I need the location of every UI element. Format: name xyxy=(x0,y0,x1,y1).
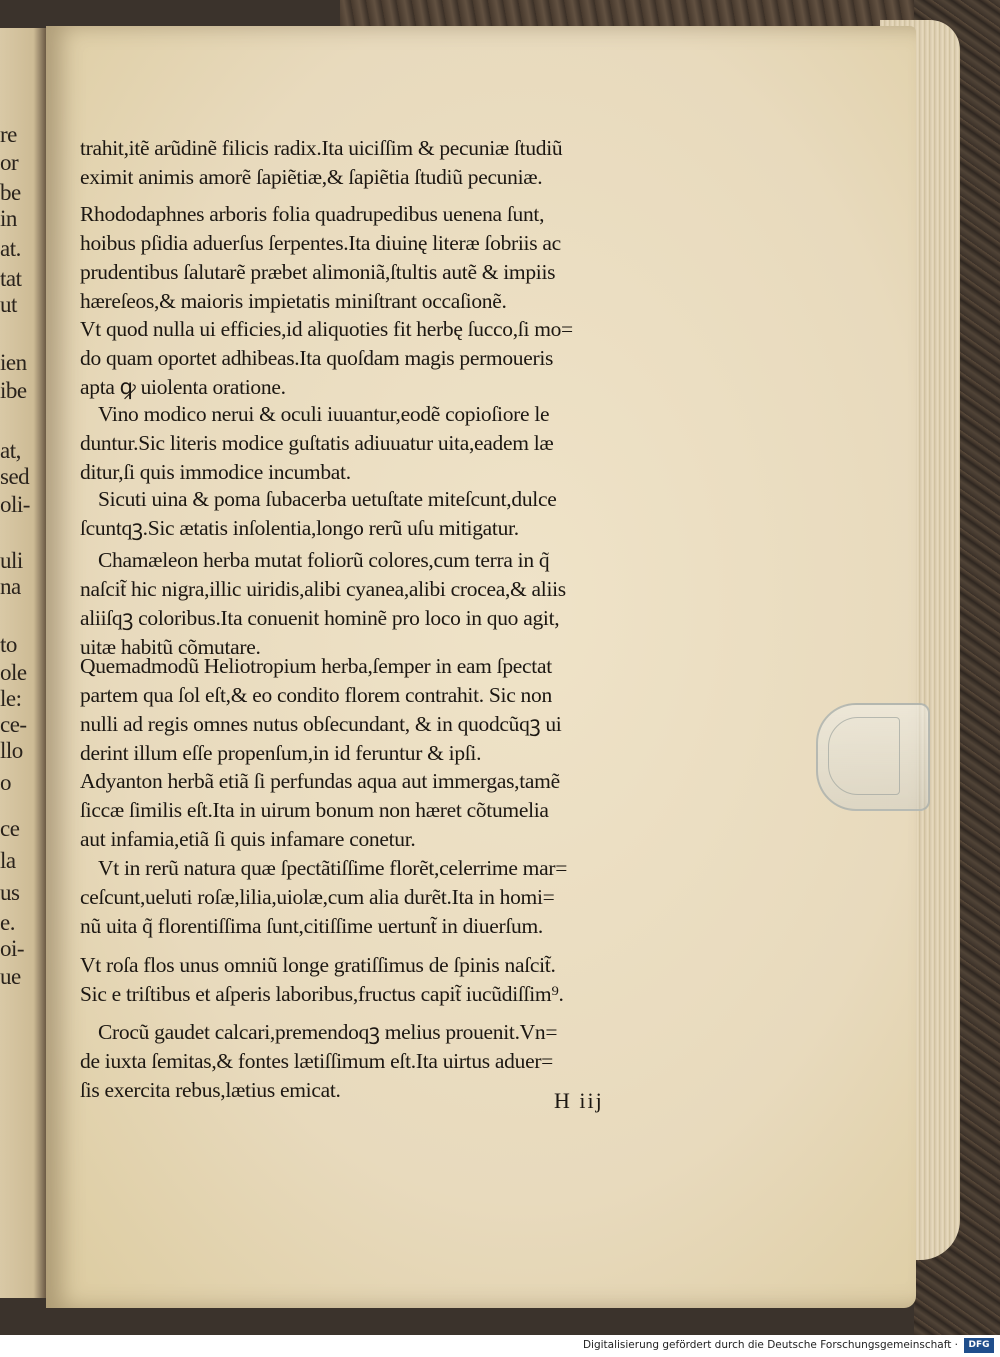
text-line: nũ uita q̃ florentiſſima ſunt,citiſſime uertunt̃ in diuerſum. xyxy=(80,914,543,938)
text-line: uitæ habitũ cõmutare. xyxy=(80,635,261,659)
text-line: Vt roſa flos unus omniũ longe gratiſſimus de ſpinis naſcit̃. xyxy=(80,953,556,977)
facing-page-fragment: ibe xyxy=(0,378,27,403)
facing-page-edge xyxy=(0,28,48,1298)
text-line: aliiſqꝫ coloribus.Ita conuenit hominẽ pro loco in quo agit, xyxy=(80,606,560,630)
facing-page-fragment: re xyxy=(0,122,17,147)
facing-page-fragment: o xyxy=(0,770,11,795)
text-line: ceſcunt,ueluti roſæ,lilia,uiolæ,cum alia durẽt.Ita in homi= xyxy=(80,885,555,909)
book-page xyxy=(46,26,916,1308)
facing-page-fragment: at. xyxy=(0,236,21,261)
text-line: de iuxta ſemitas,& fontes lætiſſimum eſt.Ita uirtus aduer= xyxy=(80,1049,554,1073)
paragraph xyxy=(80,854,710,941)
page-holder-clip xyxy=(816,703,930,811)
paragraph xyxy=(80,315,710,402)
text-line: aut infamia,etiã ſi quis infamare conetur. xyxy=(80,827,416,851)
facing-page-fragment: llo xyxy=(0,738,23,763)
text-line: Vt quod nulla ui efficies,id aliquoties fit herbę ſucco,ſi mo= xyxy=(80,317,573,341)
paragraph xyxy=(80,1018,710,1105)
text-line: partem qua ſol eſt,& eo condito florem contrahit. Sic non xyxy=(80,683,552,707)
text-line: duntur.Sic literis modice guſtatis adiuuatur uita,eadem læ xyxy=(80,431,554,455)
facing-page-fragment: ce- xyxy=(0,712,27,737)
footer-bar xyxy=(0,1335,1000,1357)
facing-page-fragment: e. xyxy=(0,910,15,935)
text-line: hoibus pſidia aduerſus ſerpentes.Ita diuinę literæ ſobriis ac xyxy=(80,231,561,255)
facing-page-fragment: ue xyxy=(0,964,21,989)
facing-page-fragment: ut xyxy=(0,292,17,317)
text-line: naſcit̃ hic nigra,illic uiridis,alibi cyanea,alibi crocea,& aliis xyxy=(80,577,566,601)
text-line: eximit animis amorẽ ſapiẽtiæ,& ſapiẽtia ſtudiũ pecuniæ. xyxy=(80,165,543,189)
facing-page-fragment: us xyxy=(0,880,20,905)
text-line: derint illum eſſe propenſum,in id feruntur & ipſi. xyxy=(80,741,482,765)
facing-page-fragment: le: xyxy=(0,686,22,711)
folio-signature: H iij xyxy=(554,1088,604,1113)
facing-page-fragment: oi- xyxy=(0,936,25,961)
paragraph xyxy=(80,546,710,662)
facing-page-fragment: ien xyxy=(0,350,27,375)
text-line: prudentibus ſalutarẽ præbet alimoniã,ſtultis autẽ & impiis xyxy=(80,260,556,284)
text-line: ditur,ſi quis immodice incumbat. xyxy=(80,460,351,484)
paragraph xyxy=(80,485,710,543)
facing-page-fragment: ole xyxy=(0,660,27,685)
facing-page-fragment: uli xyxy=(0,548,23,573)
facing-page-fragment: in xyxy=(0,206,17,231)
text-line: Chamæleon herba mutat foliorũ colores,cum terra in q̃ xyxy=(98,548,550,572)
facing-page-fragment: sed xyxy=(0,464,30,489)
paragraph xyxy=(80,400,710,487)
paragraph xyxy=(80,200,710,316)
text-line: Rhododaphnes arboris folia quadrupedibus uenena ſunt, xyxy=(80,202,545,226)
text-line: Adyanton herbã etiã ſi perfundas aqua aut immergas,tamẽ xyxy=(80,769,560,793)
text-line: ſcuntqꝫ.Sic ætatis inſolentia,longo rerũ uſu mitigatur. xyxy=(80,516,519,540)
text-line: Quemadmodũ Heliotropium herba,ſemper in eam ſpectat xyxy=(80,654,552,678)
facing-page-fragment: or xyxy=(0,150,19,175)
facing-page-fragment: tat xyxy=(0,266,22,291)
facing-page-fragment: at, xyxy=(0,438,21,463)
text-line: ſiccæ ſimilis eſt.Ita in uirum bonum non hæret cõtumelia xyxy=(80,798,549,822)
paragraph xyxy=(80,951,710,1009)
facing-page-fragment: oli- xyxy=(0,492,30,517)
text-line: hæreſeos,& maioris impietatis miniſtrant occaſionẽ. xyxy=(80,289,507,313)
text-line: ſis exercita rebus,lætius emicat. xyxy=(80,1078,341,1102)
text-line: nulli ad regis omnes nutus obſecundant, & in quodcũqꝫ ui xyxy=(80,712,562,736)
text-line: do quam oportet adhibeas.Ita quoſdam magis permoueris xyxy=(80,346,554,370)
text-line: Crocũ gaudet calcari,premendoqꝫ melius prouenit.Vn= xyxy=(98,1020,558,1044)
text-line: trahit,itẽ arũdinẽ filicis radix.Ita uiciſſim & pecuniæ ſtudiũ xyxy=(80,136,563,160)
text-line: Sicuti uina & poma ſubacerba uetuſtate miteſcunt,dulce xyxy=(98,487,557,511)
text-line: Vt in rerũ natura quæ ſpectãtiſſime florẽt,celerrime mar= xyxy=(98,856,568,880)
facing-page-fragment: na xyxy=(0,574,21,599)
facing-page-fragment: be xyxy=(0,180,21,205)
dfg-logo: DFG xyxy=(964,1338,994,1353)
paragraph xyxy=(80,767,710,854)
paragraph xyxy=(80,652,710,768)
text-line: Sic e triſtibus et aſperis laboribus,fructus capit̃ iucũdiſſim⁹. xyxy=(80,982,564,1006)
facing-page-fragment: la xyxy=(0,848,16,873)
text-line: apta ꝙ uiolenta oratione. xyxy=(80,375,286,399)
text-line: Vino modico nerui & oculi iuuantur,eodẽ copioſiore le xyxy=(98,402,550,426)
facing-page-fragment: to xyxy=(0,632,17,657)
digitization-credit: Digitalisierung gefördert durch die Deutsche Forschungsgemeinschaft · xyxy=(582,1339,958,1351)
facing-page-fragment: ce xyxy=(0,816,20,841)
paragraph xyxy=(80,134,710,192)
